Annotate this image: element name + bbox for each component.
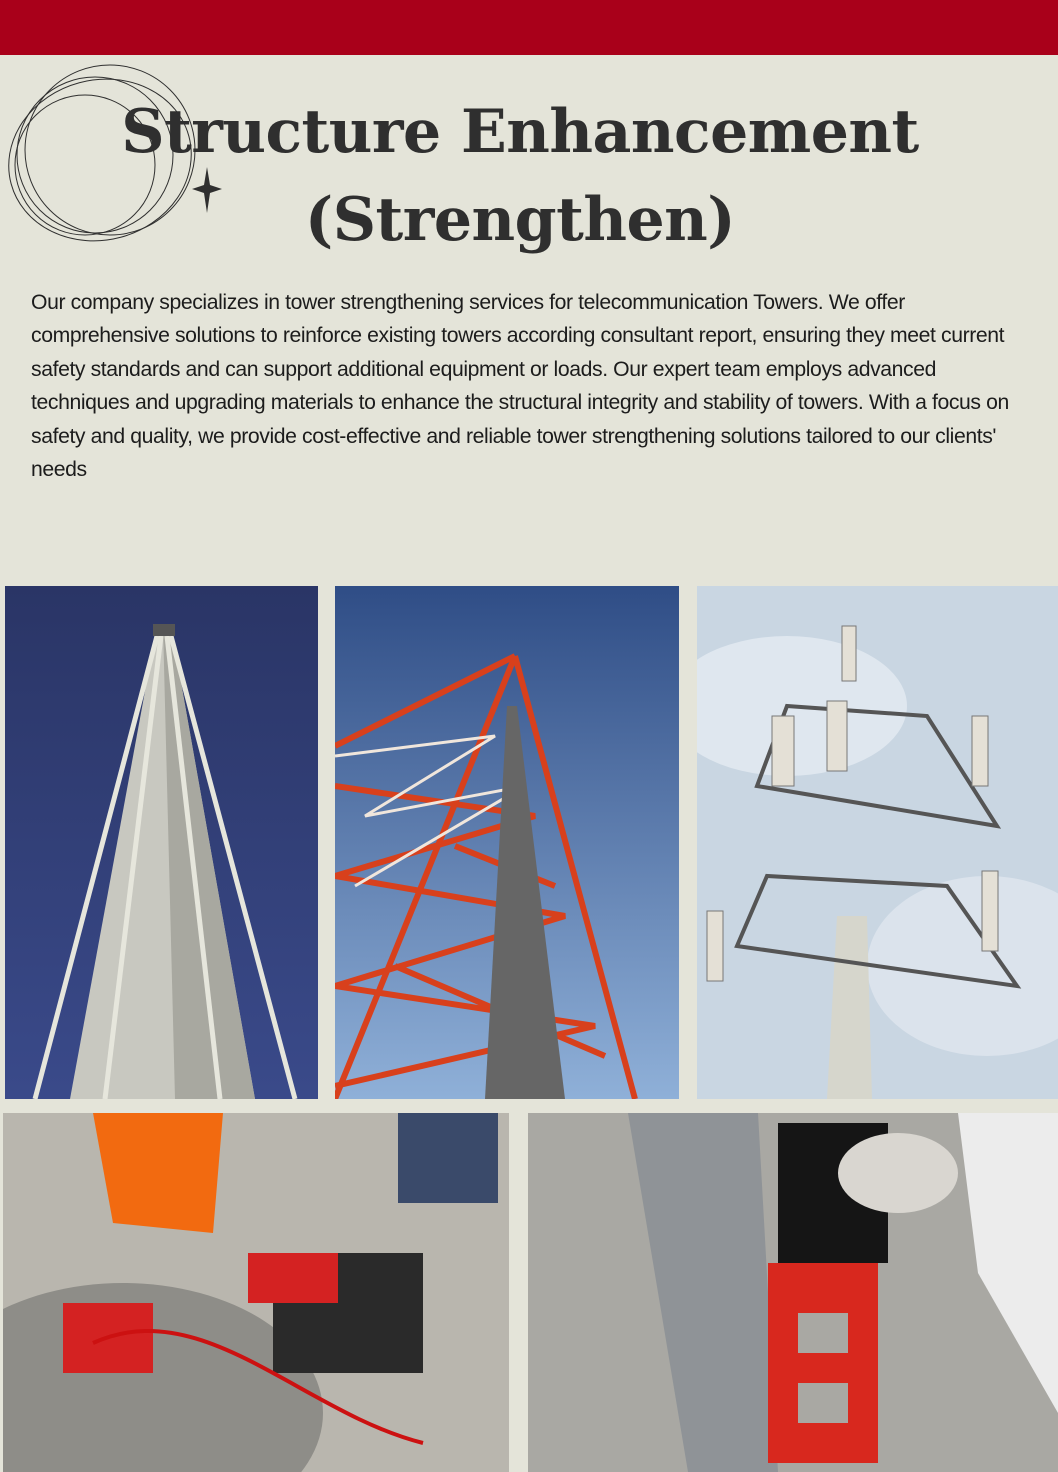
antenna-tower-photo [697, 586, 1058, 1099]
title-line-1: Structure Enhancement [121, 97, 919, 167]
hydraulic-equipment-photo [3, 1113, 509, 1472]
page-title [0, 88, 1040, 264]
monopole-tower-photo [5, 586, 318, 1099]
bolt-tensioning-photo [528, 1113, 1058, 1472]
header-bar [0, 0, 1058, 55]
title-line-2: (Strengthen) [304, 185, 736, 255]
description-paragraph: Our company specializes in tower strengthening services for telecommunication Towers. We offer comprehensive solutions to reinforce existing towers according consultant report, ensuring they meet current safety standards and can support additional equipment or loads. Our expert team employs advanced techniques and upgrading materials to enhance the structural integrity and stability of towers. With a focus on safety and quality, we provide cost-effective and reliable tower strengthening solutions tailored to our clients' needs [31, 291, 1009, 482]
lattice-tower-photo [335, 586, 679, 1099]
